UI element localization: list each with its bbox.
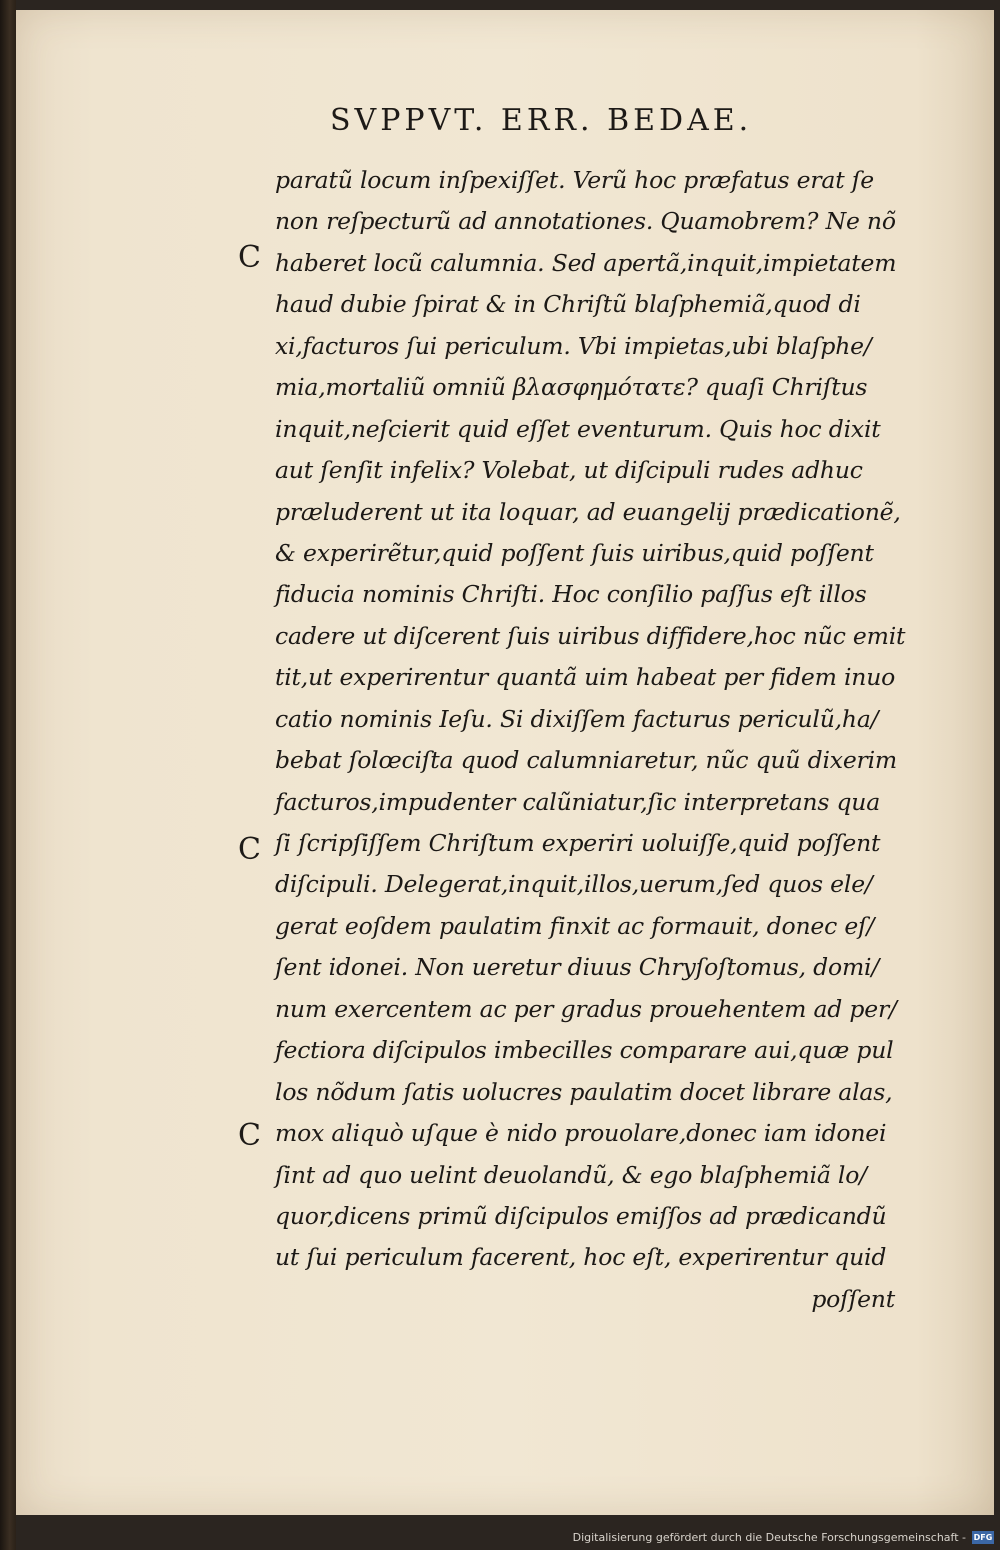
running-head: SVPPVT. ERR. BEDAE. — [330, 103, 753, 138]
text-line: cadere ut diſcerent ſuis uiribus diffidere,hoc nũc emit — [275, 621, 906, 650]
text-line: mox aliquò uſque è nido prouolare,donec iam idonei — [275, 1119, 887, 1148]
digitization-credit: Digitalisierung gefördert durch die Deutsche Forschungsgemeinschaft - — [572, 1531, 966, 1544]
text-line: los nõdum ſatis uolucres paulatim docet librare alas, — [275, 1077, 893, 1106]
text-line: haberet locũ calumnia. Sed apertã,inquit,impietatem — [275, 248, 897, 277]
text-line: diſcipuli. Delegerat,inquit,illos,uerum,ſed quos ele/ — [275, 870, 873, 899]
text-line: quor,dicens primũ diſcipulos emiſſos ad prædicandũ — [275, 1201, 887, 1230]
text-line: & experirẽtur,quid poſſent ſuis uiribus,quid poſſent — [275, 538, 874, 567]
text-line: ut ſui periculum facerent, hoc eſt, experirentur quid — [275, 1243, 887, 1272]
text-line: num exercentem ac per gradus prouehentem ad per/ — [275, 994, 897, 1023]
text-line: ſint ad quo uelint deuolandũ, & ego blaſphemiã lo/ — [275, 1160, 867, 1189]
text-line: facturos,impudenter calũniatur,ſic interpretans qua — [275, 787, 881, 816]
dfg-logo: DFG — [973, 1533, 993, 1542]
text-line: non reſpecturũ ad annotationes. Quamobrem? Ne nõ — [275, 207, 896, 236]
text-line: xi,facturos ſui periculum. Vbi impietas,ubi blaſphe/ — [275, 331, 872, 360]
text-line: præluderent ut ita loquar, ad euangelij prædicationẽ, — [275, 497, 901, 526]
marginal-note: C — [238, 1118, 261, 1153]
text-line: bebat ſolœciſta quod calumniaretur, nũc quũ dixerim — [275, 746, 897, 775]
catchword: poſſent — [811, 1284, 895, 1313]
marginal-note: C — [238, 832, 261, 867]
text-line: haud dubie ſpirat & in Chriſtũ blaſphemiã,quod di — [275, 290, 861, 319]
book-binding-edge — [0, 0, 16, 1550]
text-line: aut ſenſit infelix? Volebat, ut diſcipuli rudes adhuc — [275, 456, 863, 485]
text-line: fiducia nominis Chriſti. Hoc conſilio paſſus eſt illos — [275, 580, 867, 609]
text-line: ſi ſcripſiſſem Chriſtum experiri uoluiſſe,quid poſſent — [275, 829, 881, 857]
text-line: catio nominis Ieſu. Si dixiſſem facturus periculũ,ha/ — [275, 704, 879, 733]
text-line: tit,ut experirentur quantã uim habeat per fidem inuo — [275, 663, 896, 692]
text-line: gerat eoſdem paulatim finxit ac formauit, donec eſ/ — [275, 911, 875, 940]
text-line: mia,mortaliũ omniũ βλασφημότατε? quaſi Chriſtus — [275, 373, 868, 402]
marginal-note: C — [238, 240, 261, 275]
text-line: fectiora diſcipulos imbecilles comparare aui,quæ pul — [275, 1036, 894, 1065]
text-line: paratũ locum inſpexiſſet. Verũ hoc præfatus erat ſe — [275, 166, 874, 194]
body-text — [275, 160, 940, 1320]
text-line: inquit,neſcierit quid eſſet eventurum. Quis hoc dixit — [275, 414, 881, 443]
text-line: ſent idonei. Non ueretur diuus Chryſoſtomus, domi/ — [275, 953, 880, 982]
